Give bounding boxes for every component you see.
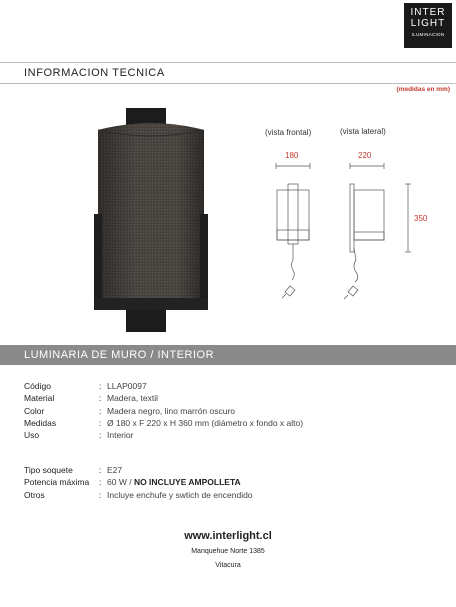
front-width-dim: 180 [285,151,299,160]
logo-line1: INTER [410,7,446,18]
address-line2: Vitacura [215,562,241,569]
front-view-drawing [268,160,318,310]
spec-row-material: Material : Madera, textil [24,393,159,404]
logo-line2: LIGHT [410,18,446,29]
category-band [0,345,456,365]
side-view-drawing [338,160,418,310]
spec-value: E27 [107,465,123,475]
spec-key: Material [24,393,55,404]
spec-key: Medidas [24,417,57,428]
spec-row-code: Código : LLAP0097 [24,381,147,391]
address [0,546,456,571]
spec-row-use: Uso : Interior [24,430,134,441]
spec-value: 60 W / NO INCLUYE AMPOLLETA [107,477,241,488]
spec-key: Color [24,405,45,416]
spec-key: Tipo soquete [24,465,73,475]
spec-key: Uso [24,430,40,441]
address-line1: Manquehue Norte 1385 [191,548,265,555]
spec-table [24,380,303,441]
header-divider-top [0,62,456,63]
product-image [86,104,216,336]
website-link[interactable]: www.interlight.cl [184,530,272,542]
side-height-dim: 350 [414,214,428,223]
units-note: (medidas en mm) [396,86,450,93]
spec-row-other: Otros : Incluye enchufe y swtich de encendido [24,489,253,500]
spec-key: Potencia máxima [24,477,90,488]
brand-logo [404,3,452,48]
spec-value: LLAP0097 [107,381,147,391]
spec-row-power: Potencia máxima : 60 W / NO INCLUYE AMPOLLETA [24,477,241,488]
spec-row-measures: Medidas : Ø 180 x F 220 x H 360 mm (diámetro x fondo x alto) [24,417,304,428]
front-view-label: (vista frontal) [265,128,312,137]
spec-key: Otros [24,489,45,500]
spec-value: Madera, textil [107,393,159,404]
spec-value: Interior [107,430,134,441]
spec-value: Madera negro, lino marrón oscuro [107,405,236,416]
header-divider-bottom [0,83,456,84]
logo-line3: ILUMINACION [411,32,445,37]
spec-row-color: Color : Madera negro, lino marrón oscuro [24,405,236,416]
spec-value: Ø 180 x F 220 x H 360 mm (diámetro x fondo x alto) [107,417,304,428]
spec-key: Código [24,381,51,391]
category-title: LUMINARIA DE MURO / INTERIOR [24,349,215,361]
side-view-label: (vista lateral) [340,127,386,136]
spec-value: Incluye enchufe y swtich de encendido [107,489,253,500]
spec-row-socket: Tipo soquete : E27 [24,465,123,475]
section-title: INFORMACION TECNICA [24,67,165,79]
electrical-spec-table [24,464,253,501]
side-depth-dim: 220 [358,151,372,160]
bulb-not-included-note: NO INCLUYE AMPOLLETA [133,477,241,488]
